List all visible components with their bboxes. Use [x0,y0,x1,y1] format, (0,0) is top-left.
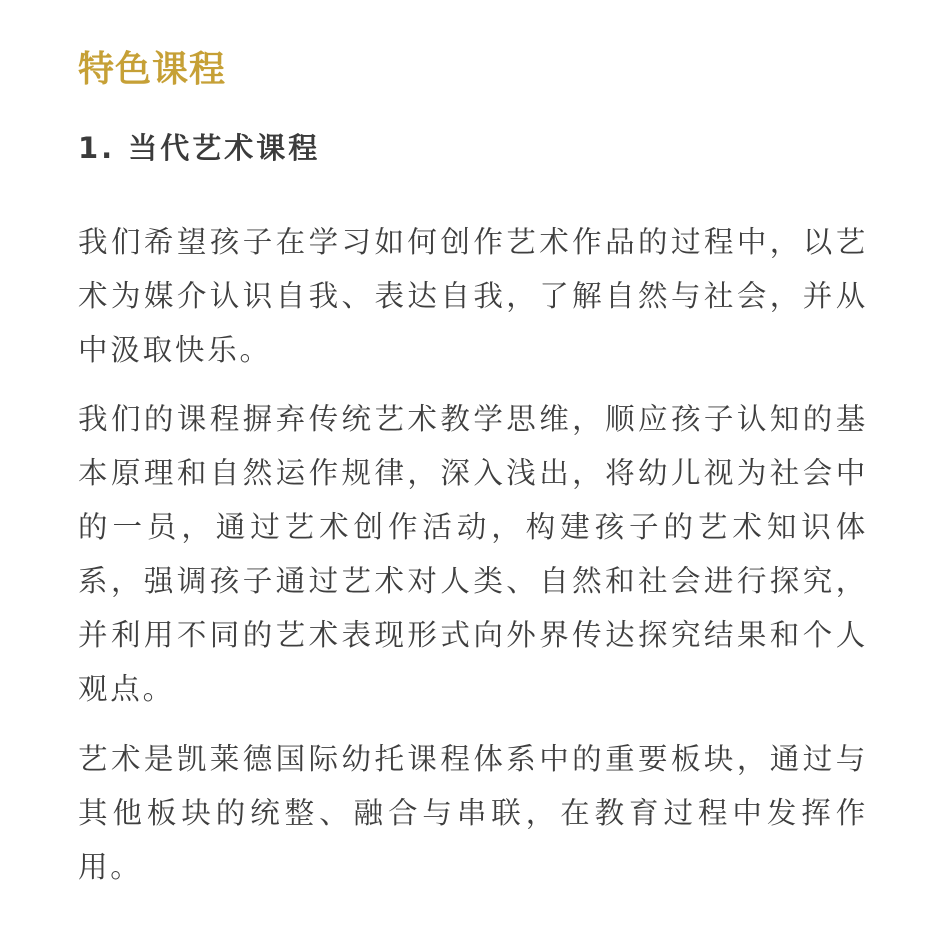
paragraph-intro: 我们希望孩子在学习如何创作艺术作品的过程中，以艺术为媒介认识自我、表达自我，了解自然与社会，并从中汲取快乐。 [78,225,868,367]
paragraph-role: 艺术是凯莱德国际幼托课程体系中的重要板块，通过与其他板块的统整、融合与串联，在教育过程中发挥作用。 [78,742,868,884]
section-title: 特色课程 [78,49,227,90]
paragraph-curriculum: 我们的课程摒弃传统艺术教学思维，顺应孩子认知的基本原理和自然运作规律，深入浅出，将幼儿视为社会中的一员，通过艺术创作活动，构建孩子的艺术知识体系，强调孩子通过艺术对人类、自然和社会进行探究，并利用不同的艺术表现形式向外界传达探究结果和个人观点。 [78,402,868,706]
course-subtitle: 1. 当代艺术课程 [78,131,321,165]
